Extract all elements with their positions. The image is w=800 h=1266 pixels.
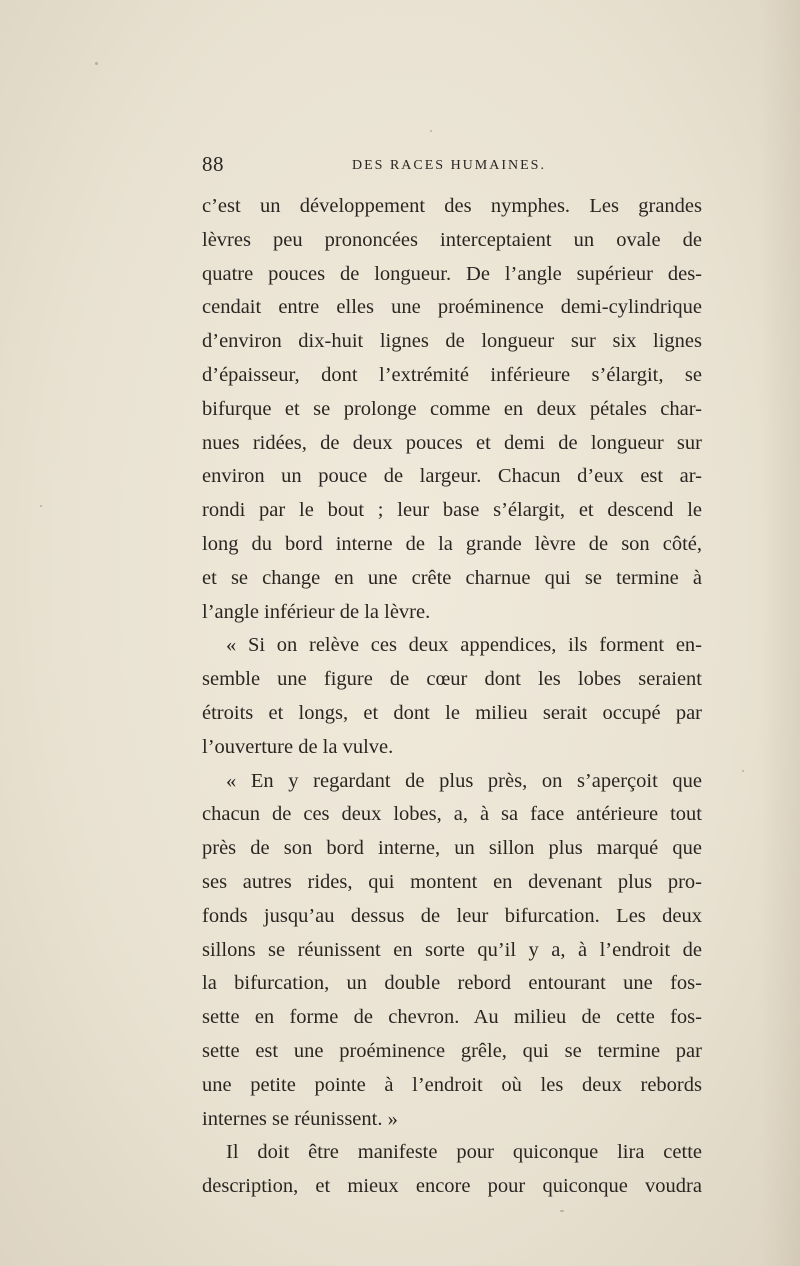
- page-number: 88: [202, 152, 224, 176]
- text-line: rondi par le bout ; leur base s’élargit, et descend le: [202, 499, 702, 522]
- text-line: sette en forme de chevron. Au milieu de cette fos-: [202, 1006, 702, 1029]
- text-line: étroits et longs, et dont le milieu serait occupé par: [202, 701, 702, 724]
- text-line: l’angle inférieur de la lèvre.: [202, 600, 431, 623]
- text-line: sette est une proéminence grêle, qui se termine par: [202, 1039, 702, 1062]
- text-line: Il doit être manifeste pour quiconque lira cette: [226, 1141, 702, 1164]
- text-line: sillons se réunissent en sorte qu’il y a, à l’endroit de: [202, 938, 702, 961]
- text-line: chacun de ces deux lobes, a, à sa face antérieure tout: [202, 803, 702, 826]
- text-line: « En y regardant de plus près, on s’aperçoit que: [226, 769, 702, 792]
- text-line: d’environ dix-huit lignes de longueur sur six lignes: [202, 330, 702, 353]
- text-line: l’ouverture de la vulve.: [202, 735, 394, 758]
- text-line: et se change en une crête charnue qui se termine à: [202, 566, 702, 589]
- text-line: description, et mieux encore pour quiconque voudra: [202, 1175, 702, 1198]
- text-line: lèvres peu prononcées interceptaient un ovale de: [202, 228, 702, 251]
- page-header: [202, 152, 702, 182]
- text-line: cendait entre elles une proéminence demi-cylindrique: [202, 296, 702, 319]
- text-line: environ un pouce de largeur. Chacun d’eux est ar-: [202, 465, 702, 488]
- text-line: semble une figure de cœur dont les lobes seraient: [202, 668, 702, 691]
- text-line: quatre pouces de longueur. De l’angle supérieur des-: [202, 262, 702, 285]
- text-line: d’épaisseur, dont l’extrémité inférieure s’élargit, se: [202, 363, 702, 386]
- text-line: « Si on relève ces deux appendices, ils forment en-: [226, 634, 702, 657]
- text-line: fonds jusqu’au dessus de leur bifurcation. Les deux: [202, 904, 702, 927]
- text-line: internes se réunissent. »: [202, 1107, 398, 1130]
- text-line: la bifurcation, un double rebord entourant une fos-: [202, 972, 702, 995]
- text-line: nues ridées, de deux pouces et demi de longueur sur: [202, 431, 702, 454]
- text-line: c’est un développement des nymphes. Les grandes: [202, 195, 702, 217]
- running-title: DES RACES HUMAINES.: [352, 158, 546, 173]
- text-line: ses autres rides, qui montent en devenant plus pro-: [202, 870, 702, 893]
- text-line: une petite pointe à l’endroit où les deux rebords: [202, 1073, 702, 1096]
- text-line: long du bord interne de la grande lèvre de son côté,: [202, 532, 702, 555]
- text-line: près de son bord interne, un sillon plus marqué que: [202, 837, 702, 860]
- page-edge-shadow: [760, 0, 800, 1266]
- text-line: bifurque et se prolonge comme en deux pétales char-: [202, 397, 702, 420]
- body-text: [202, 190, 702, 1204]
